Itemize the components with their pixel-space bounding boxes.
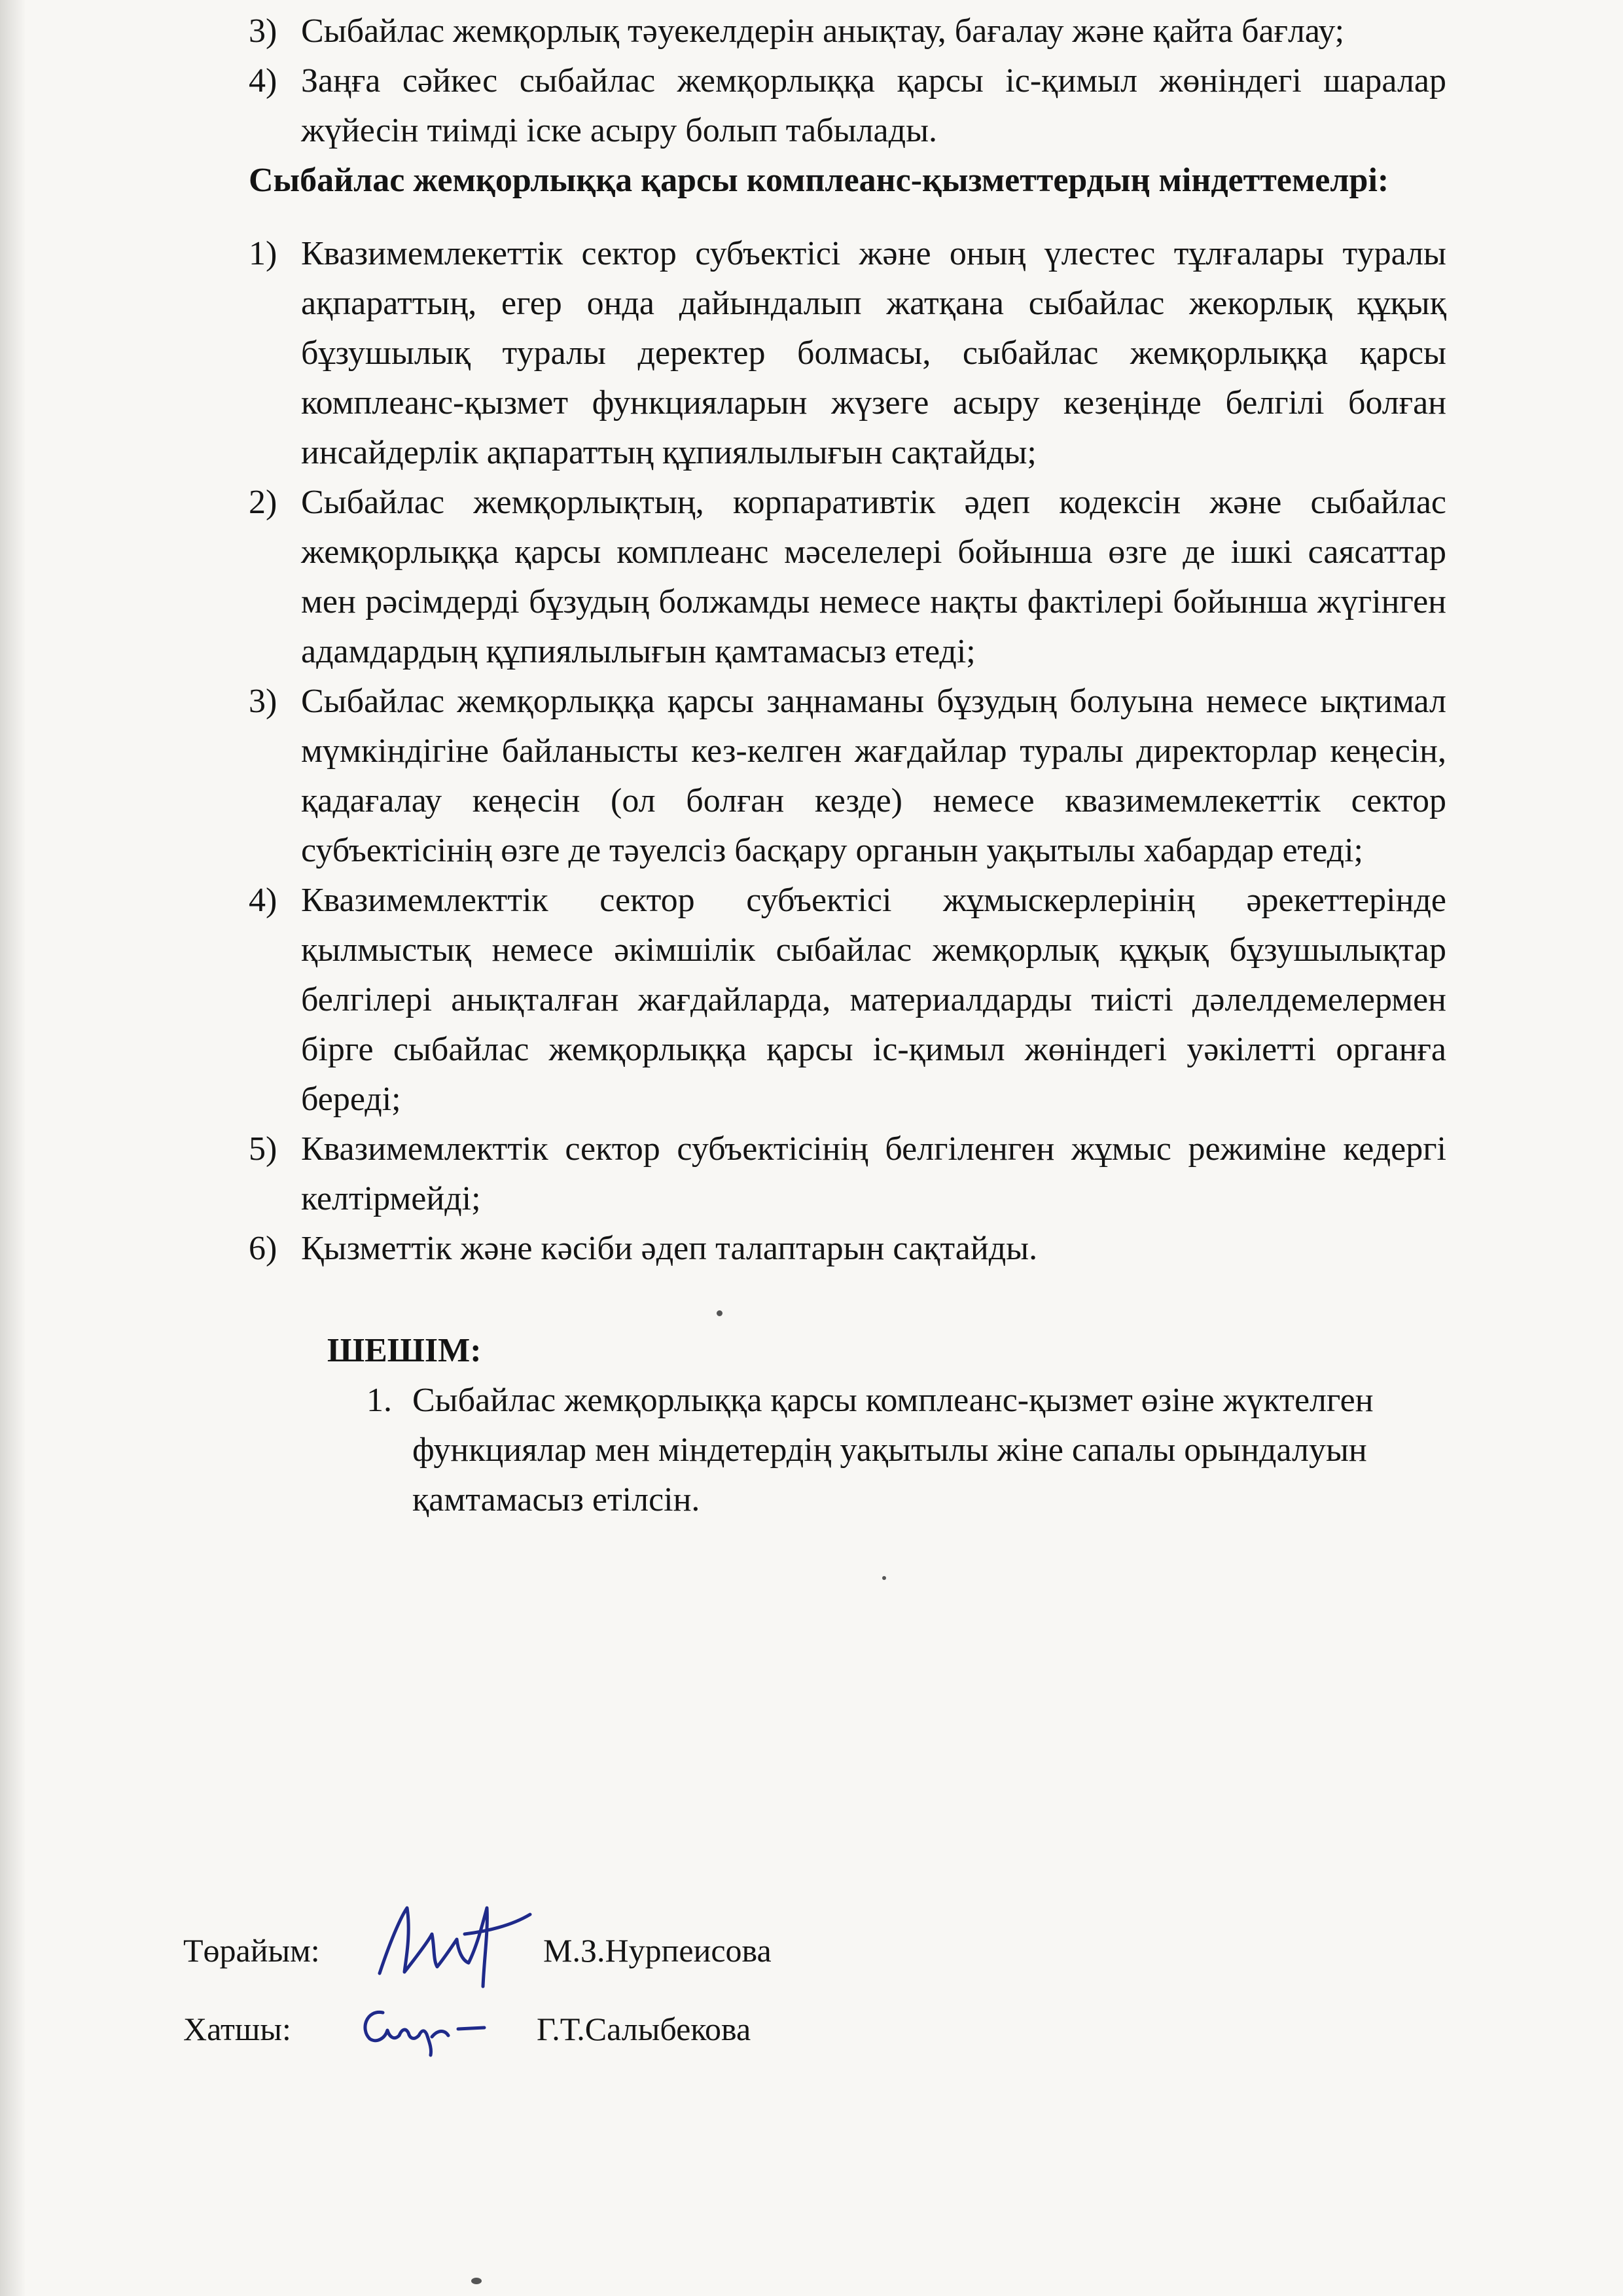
- list-item-text: Сыбайлас жемқорлыққа қарсы комплеанс-қызмет өзіне жүктелген функциялар мен міндетердің уақытылы жіне сапалы орындалуын қамтамасыз етілсін.: [412, 1382, 1374, 1518]
- list-item-number: 5): [249, 1130, 277, 1168]
- list-item-number: 3): [249, 12, 277, 50]
- list-item-text: Сыбайлас жемқорлықтың, корпаративтік әдеп кодексін және сыбайлас жемқорлыққа қарсы комплеанс мәселелері бойынша өзге де ішкі саясаттар мен рәсімдерді бұзудың болжамды немесе нақты фактілері бойынша жүгінген адамдардың құпиялылығын қамтамасыз етеді;: [301, 484, 1446, 670]
- list-item: [249, 478, 1446, 677]
- list-item-text: Квазимемлекеттік сектор субъектісі және оның үлестес тұлғалары туралы ақпараттың, егер онда дайындалып жатқана сыбайлас жекорлық құқық бұзушылық туралы деректер болмасы, сыбайлас жемқорлыққа қарсы комплеанс-қызмет функцияларын жүзеге асыру кезеңінде белгілі болған инсайдерлік ақпараттың құпиялылығын сақтайды;: [301, 235, 1446, 471]
- list-item: [249, 1224, 1446, 1274]
- list-item-text: Квазимемлекттік сектор субъектісі жұмыскерлерінің әрекеттерінде қылмыстық немесе әкімшілік сыбайлас жемқорлық құқық бұзушылықтар белгілері анықталған жағдайларда, материалдарды тиісті дәлелдемелермен бірге сыбайлас жемқорлыққа қарсы іс-қимыл жөніндегі уәкілетті органға береді;: [301, 882, 1446, 1118]
- list-item-text: Қызметтік және кәсіби әдеп талаптарын сақтайды.: [301, 1230, 1038, 1267]
- list-item-number: 2): [249, 484, 277, 521]
- duties-list: [249, 229, 1446, 1274]
- list-item-number: 3): [249, 683, 277, 720]
- scan-edge-shadow: [0, 0, 26, 2296]
- decision-heading: ШЕШІМ:: [327, 1332, 482, 1369]
- scan-speck: [882, 1576, 886, 1580]
- decision-list: [249, 1376, 1446, 1525]
- scan-speck: [717, 1310, 722, 1316]
- list-item-text: Сыбайлас жемқорлыққа қарсы заңнаманы бұзудың болуына немесе ықтимал мүмкіндігіне байланысты кез-келген жағдайлар туралы директорлар кеңесін, қадағалау кеңесін (ол болған кезде) немесе квазимемлекеттік сектор субъектісінің өзге де тәуелсіз басқару органын уақытылы хабардар етеді;: [301, 683, 1446, 869]
- duties-heading: Сыбайлас жемқорлыққа қарсы комплеанс-қызметтердың міндеттемелрі:: [249, 162, 1389, 199]
- list-item-number: 4): [249, 882, 277, 919]
- signatory-name: М.З.Нурпеисова: [543, 1932, 772, 1969]
- handwritten-signature-chair: [366, 1895, 537, 1993]
- list-item-number: 1): [249, 235, 277, 272]
- signatory-role: Хатшы:: [183, 2011, 291, 2047]
- list-item-number: 1.: [366, 1382, 392, 1419]
- list-item: [249, 876, 1446, 1124]
- list-item: [249, 56, 1446, 156]
- handwritten-signature-secretary: [353, 1990, 497, 2062]
- list-item: [249, 229, 1446, 478]
- list-item-text: Квазимемлекттік сектор субъектісінің белгіленген жұмыс режиміне кедергі келтірмейді;: [301, 1130, 1446, 1217]
- signatory-name: Г.Т.Салыбекова: [537, 2011, 751, 2047]
- list-item: [249, 7, 1446, 56]
- tasks-list-tail: [249, 7, 1446, 156]
- document-body: [249, 7, 1446, 1525]
- signatory-role: Төрайым:: [183, 1932, 320, 1969]
- list-item-text: Сыбайлас жемқорлық тәуекелдерін анықтау, бағалау және қайта бағлау;: [301, 12, 1345, 50]
- list-item-text: Заңға сәйкес сыбайлас жемқорлыққа қарсы іс-қимыл жөніндегі шаралар жүйесін тиімді іске асыру болып табылады.: [301, 62, 1446, 149]
- scan-speck: [471, 2278, 482, 2284]
- list-item: [249, 677, 1446, 876]
- list-item: [366, 1376, 1446, 1525]
- list-item: [249, 1124, 1446, 1224]
- list-item-number: 6): [249, 1230, 277, 1267]
- list-item-number: 4): [249, 62, 277, 99]
